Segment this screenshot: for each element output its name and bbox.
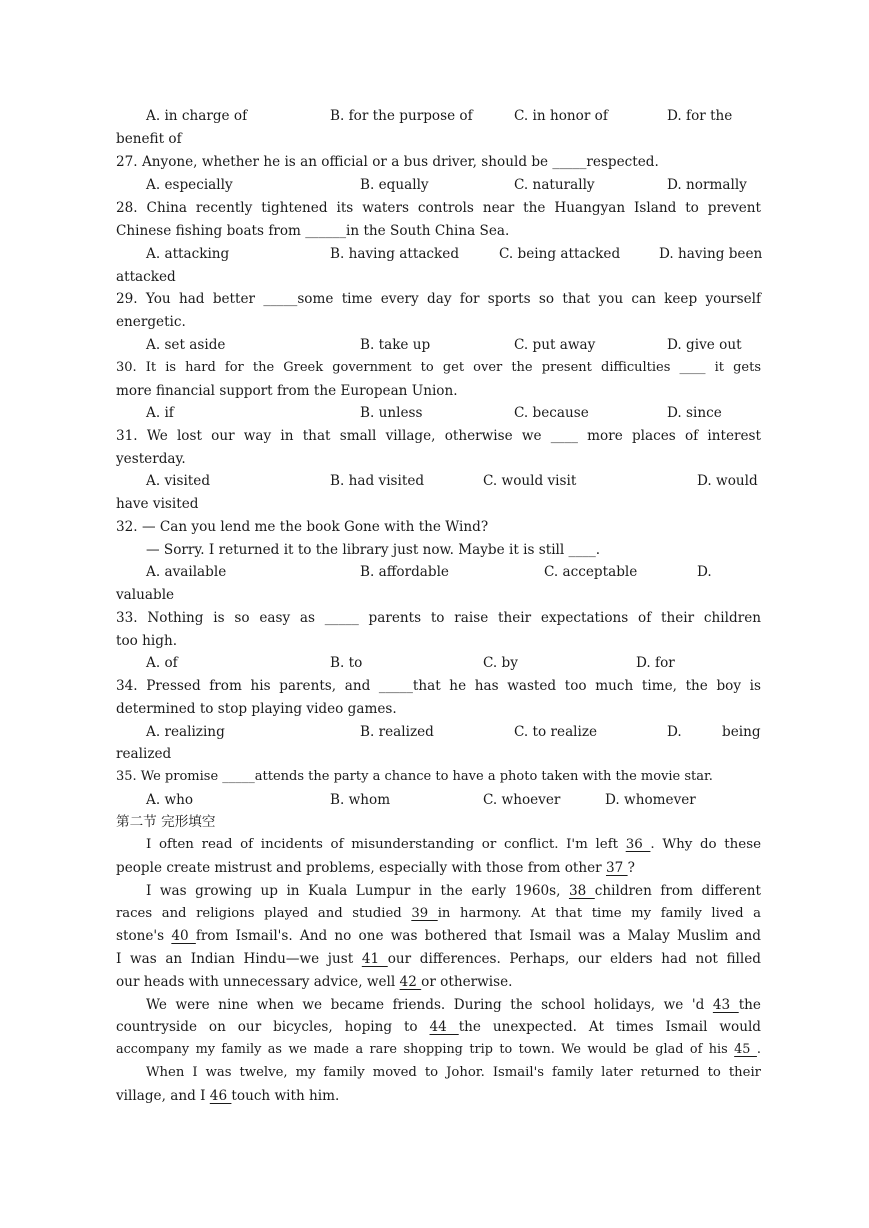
q26-options — [146, 105, 761, 127]
q30-stem-line1: 30. It is hard for the Greek government to get over the present difficulties ____ it gets — [116, 360, 761, 375]
cloze-text: our heads with unnecessary advice, well — [116, 974, 400, 990]
q34-options — [146, 721, 761, 743]
q30-option-c: C. because — [514, 405, 589, 421]
blank-43: 43 — [712, 997, 739, 1013]
cloze-p2-line5 — [116, 971, 761, 993]
q30-option-d: D. since — [667, 405, 722, 421]
q32-option-c: C. acceptable — [544, 564, 638, 580]
q34-option-d: D. — [667, 724, 682, 740]
cloze-p1-line2 — [116, 857, 761, 879]
q29-stem-line1: 29. You had better _____some time every day for sports so that you can keep yourself — [116, 291, 761, 307]
q32-option-d: D. — [697, 564, 712, 580]
q32-option-d-wrap: valuable — [116, 587, 175, 603]
cloze-text: . — [756, 1042, 761, 1057]
q34-option-c: C. to realize — [514, 724, 598, 740]
q31-option-c: C. would visit — [483, 473, 577, 489]
q29-stem-line2: energetic. — [116, 314, 186, 330]
q34-option-d-text: being — [722, 724, 761, 740]
q33-stem-line2: too high. — [116, 633, 178, 649]
q31-option-a: A. visited — [146, 473, 211, 489]
q32-option-a: A. available — [146, 564, 227, 580]
q35-stem: 35. We promise _____attends the party a chance to have a photo taken with the movie star. — [116, 769, 713, 784]
q33-options — [146, 652, 761, 674]
cloze-p4-line2 — [116, 1085, 761, 1107]
q33-option-c: C. by — [483, 655, 518, 671]
cloze-text: touch with him. — [231, 1088, 340, 1104]
q34-option-a: A. realizing — [146, 724, 225, 740]
cloze-text: from Ismail's. And no one was bothered that Ismail was a Malay Muslim and — [195, 928, 761, 944]
q35-option-d: D. whomever — [605, 792, 696, 808]
cloze-text: stone's — [116, 928, 172, 944]
q26-option-d: D. for the — [667, 108, 733, 124]
blank-36: 36 — [625, 837, 651, 852]
q27-option-c: C. naturally — [514, 177, 595, 193]
blank-46: 46 — [209, 1088, 232, 1104]
cloze-p3-line2 — [116, 1016, 761, 1038]
q26-option-c: C. in honor of — [514, 108, 608, 124]
cloze-text: I was growing up in Kuala Lumpur in the early 1960s, — [146, 883, 569, 899]
blank-44: 44 — [429, 1019, 459, 1035]
q27-option-a: A. especially — [146, 177, 233, 193]
cloze-text: We were nine when we became friends. During the school holidays, we 'd — [146, 997, 713, 1013]
cloze-text: accompany my family as we made a rare shopping trip to town. We would be glad of his — [116, 1042, 735, 1057]
q28-option-d-wrap: attacked — [116, 269, 176, 285]
q30-options — [146, 402, 761, 424]
q28-option-a: A. attacking — [146, 246, 230, 262]
q26-option-a: A. in charge of — [146, 108, 248, 124]
cloze-text: the — [738, 997, 761, 1013]
q31-stem-line1: 31. We lost our way in that small village, otherwise we ____ more places of interest — [116, 428, 761, 444]
q34-stem-line2: determined to stop playing video games. — [116, 701, 397, 717]
q31-option-b: B. had visited — [330, 473, 425, 489]
q29-option-a: A. set aside — [146, 337, 226, 353]
q26-option-b: B. for the purpose of — [330, 108, 473, 124]
q33-option-d: D. for — [636, 655, 675, 671]
q31-option-d: D. would — [697, 473, 758, 489]
q27-stem: 27. Anyone, whether he is an official or a bus driver, should be _____respected. — [116, 154, 659, 170]
cloze-text: ? — [627, 860, 635, 876]
cloze-text: our differences. Perhaps, our elders had not filled — [387, 951, 761, 967]
cloze-p1-line1 — [146, 834, 761, 856]
q35-options — [146, 789, 761, 811]
cloze-text: the unexpected. At times Ismail would — [458, 1019, 761, 1035]
q28-options — [146, 243, 761, 265]
q33-option-a: A. of — [146, 655, 178, 671]
q32-option-b: B. affordable — [360, 564, 449, 580]
cloze-p4-line1: When I was twelve, my family moved to Johor. Ismail's family later returned to their — [146, 1065, 761, 1080]
blank-37: 37 — [605, 860, 628, 876]
blank-38: 38 — [568, 883, 595, 899]
q35-option-a: A. who — [146, 792, 194, 808]
q30-option-a: A. if — [146, 405, 174, 421]
cloze-text: or otherwise. — [421, 974, 513, 990]
q35-option-c: C. whoever — [483, 792, 561, 808]
cloze-p2-line1 — [146, 880, 761, 902]
cloze-text: village, and I — [116, 1088, 210, 1104]
cloze-text: children from different — [594, 883, 762, 899]
blank-40: 40 — [171, 928, 196, 944]
cloze-p3-line3 — [116, 1039, 761, 1061]
cloze-text: . Why do these — [650, 837, 761, 852]
q31-options — [146, 470, 761, 492]
q27-options — [146, 174, 761, 196]
blank-42: 42 — [399, 974, 422, 990]
q28-stem-line2: Chinese fishing boats from ______in the South China Sea. — [116, 223, 510, 239]
q29-options — [146, 334, 761, 356]
q33-stem-line1: 33. Nothing is so easy as _____ parents to raise their expectations of their children — [116, 610, 761, 626]
q28-option-c: C. being attacked — [499, 246, 621, 262]
q34-stem-line1: 34. Pressed from his parents, and _____that he has wasted too much time, the boy is — [116, 678, 761, 694]
q26-option-d-wrap: benefit of — [116, 131, 182, 147]
q32-stem-line2: — Sorry. I returned it to the library just now. Maybe it is still ____. — [146, 542, 601, 558]
cloze-p2-line2 — [116, 903, 761, 925]
q28-option-d: D. having been — [659, 246, 763, 262]
q29-option-b: B. take up — [360, 337, 431, 353]
q33-option-b: B. to — [330, 655, 363, 671]
cloze-text: I was an Indian Hindu—we just — [116, 951, 362, 967]
cloze-text: countryside on our bicycles, hoping to — [116, 1019, 430, 1035]
q31-option-d-wrap: have visited — [116, 496, 199, 512]
blank-39: 39 — [411, 906, 438, 921]
section2-title: 第二节 完形填空 — [116, 814, 216, 830]
q30-stem-line2: more financial support from the European Union. — [116, 383, 458, 399]
q27-option-b: B. equally — [360, 177, 429, 193]
q31-stem-line2: yesterday. — [116, 451, 186, 467]
blank-41: 41 — [361, 951, 388, 967]
cloze-text: in harmony. At that time my family lived a — [437, 906, 761, 921]
q32-options — [146, 561, 761, 583]
q29-option-d: D. give out — [667, 337, 742, 353]
q32-stem-line1: 32. — Can you lend me the book Gone with the Wind? — [116, 519, 489, 535]
q29-option-c: C. put away — [514, 337, 596, 353]
q28-stem-line1: 28. China recently tightened its waters controls near the Huangyan Island to prevent — [116, 200, 761, 216]
cloze-text: I often read of incidents of misunderstanding or conflict. I'm left — [146, 837, 626, 852]
q35-option-b: B. whom — [330, 792, 391, 808]
cloze-p3-line1 — [146, 994, 761, 1016]
q34-option-d-wrap: realized — [116, 746, 172, 762]
q34-option-b: B. realized — [360, 724, 434, 740]
cloze-p2-line4 — [116, 948, 761, 970]
q28-option-b: B. having attacked — [330, 246, 460, 262]
cloze-p2-line3 — [116, 925, 761, 947]
cloze-text: people create mistrust and problems, especially with those from other — [116, 860, 606, 876]
q30-option-b: B. unless — [360, 405, 423, 421]
q27-option-d: D. normally — [667, 177, 747, 193]
cloze-text: races and religions played and studied — [116, 906, 412, 921]
blank-45: 45 — [734, 1042, 757, 1057]
